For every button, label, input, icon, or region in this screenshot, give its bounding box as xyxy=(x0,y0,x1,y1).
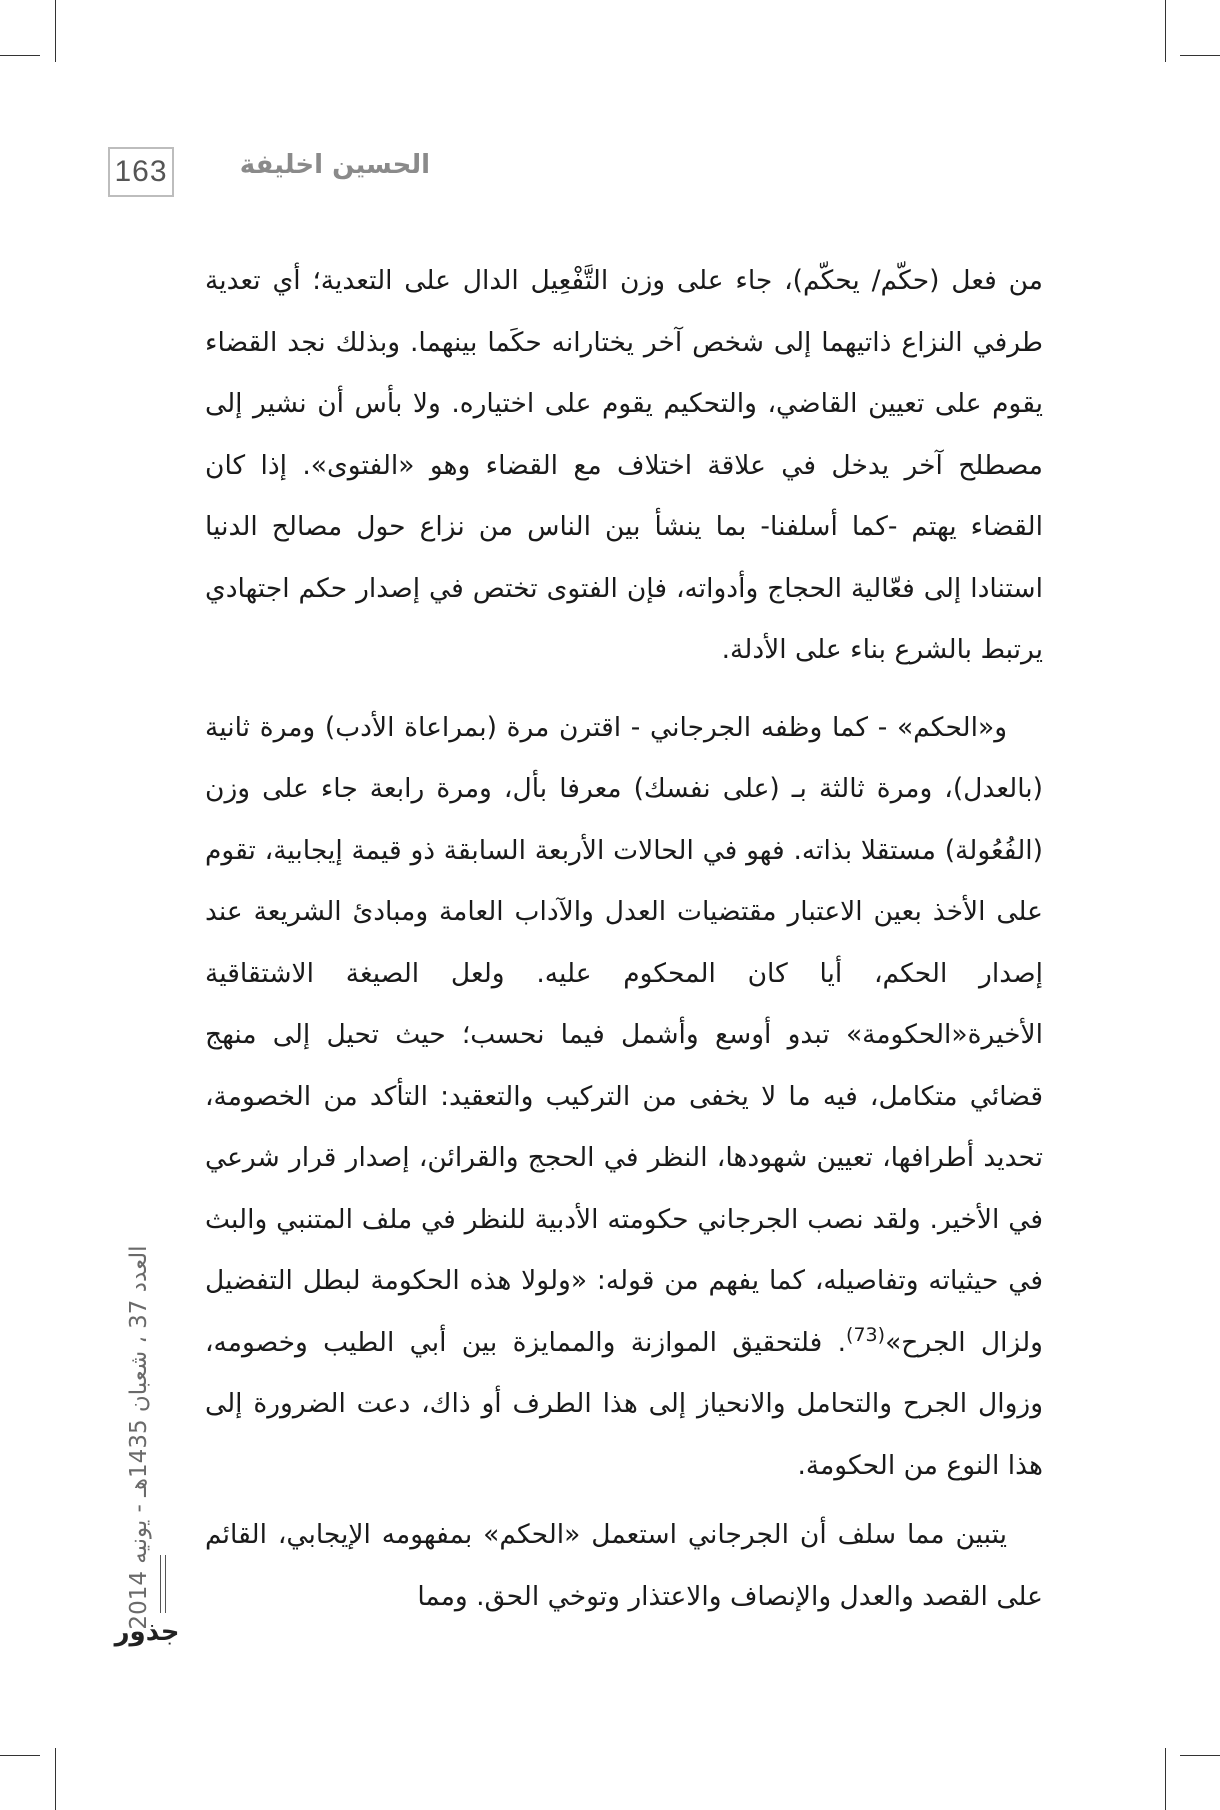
crop-mark xyxy=(55,1748,56,1810)
side-divider xyxy=(160,1555,161,1613)
issue-info-vertical: العدد 37 ، شعبان 1435هـ - يونيه 2014 xyxy=(126,1245,152,1630)
side-divider xyxy=(165,1555,166,1613)
footnote-reference[interactable]: (73) xyxy=(846,1323,886,1346)
paragraph-text: و«الحكم» - كما وظفه الجرجاني - اقترن مرة (بمراعاة الأدب) ومرة ثانية (بالعدل)، ومرة ثالثة بـ (على نفسك) معرفا بأل، ومرة رابعة جاء على وزن (الفُعُولة) مستقلا بذاته. فهو في الحالات الأربعة السابقة ذو قيمة إيجابية، تقوم على الأخذ بعين الاعتبار مقتضيات العدل والآداب العامة ومبادئ الشريعة عند إصدار الحكم، أيا كان المحكوم عليه. ولعل الصيغة الاشتقاقية الأخيرة«الحكومة» تبدو أوسع وأشمل فيما نحسب؛ حيث تحيل إلى منهج قضائي متكامل، فيه ما لا يخفى من التركيب والتعقيد: التأكد من الخصومة، تحديد أطرافها، تعيين شهودها، النظر في الحجج والقرائن، إصدار قرار شرعي في الأخير. ولقد نصب الجرجاني حكومته الأدبية للنظر في ملف المتنبي والبث في حيثياته وتفاصيله، كما يفهم من قوله: «ولولا هذه الحكومة لبطل التفضيل ولزال الجرح» xyxy=(205,711,1043,1358)
running-header-author: الحسين اخليفة xyxy=(239,150,430,180)
journal-logo: جذور xyxy=(114,1617,180,1647)
article-body xyxy=(205,250,1043,1627)
paragraph: من فعل (حكّم/ يحكّم)، جاء على وزن التَّفْعِيل الدال على التعدية؛ أي تعدية طرفي النزاع ذاتيهما إلى شخص آخر يختارانه حكَما بينهما. وبذلك نجد القضاء يقوم على تعيين القاضي، والتحكيم يقوم على اختياره. ولا بأس أن نشير إلى مصطلح آخر يدخل في علاقة اختلاف مع القضاء وهو «الفتوى». إذا كان القضاء يهتم -كما أسلفنا- بما ينشأ بين الناس من نزاع حول مصالح الدنيا استنادا إلى فعّالية الحجاج وأدواته، فإن الفتوى تختص في إصدار حكم اجتهادي يرتبط بالشرع بناء على الأدلة. xyxy=(205,265,1043,665)
crop-mark xyxy=(0,55,40,56)
page-number: 163 xyxy=(108,147,174,197)
crop-mark xyxy=(1165,0,1166,62)
paragraph: يتبين مما سلف أن الجرجاني استعمل «الحكم» بمفهومه الإيجابي، القائم على القصد والعدل والإنصاف والاعتذار وتوخي الحق. ومما xyxy=(205,1519,1043,1612)
crop-mark xyxy=(55,0,56,62)
crop-mark xyxy=(1180,1755,1220,1756)
crop-mark xyxy=(1165,1748,1166,1810)
paragraph-text-continued: . فلتحقيق الموازنة والممايزة بين أبي الطيب وخصومه، وزوال الجرح والتحامل والانحياز إلى هذا الطرف أو ذاك، دعت الضرورة إلى هذا النوع من الحكومة. xyxy=(205,1326,1043,1481)
paragraph xyxy=(205,697,1043,1497)
crop-mark xyxy=(0,1755,40,1756)
crop-mark xyxy=(1180,55,1220,56)
